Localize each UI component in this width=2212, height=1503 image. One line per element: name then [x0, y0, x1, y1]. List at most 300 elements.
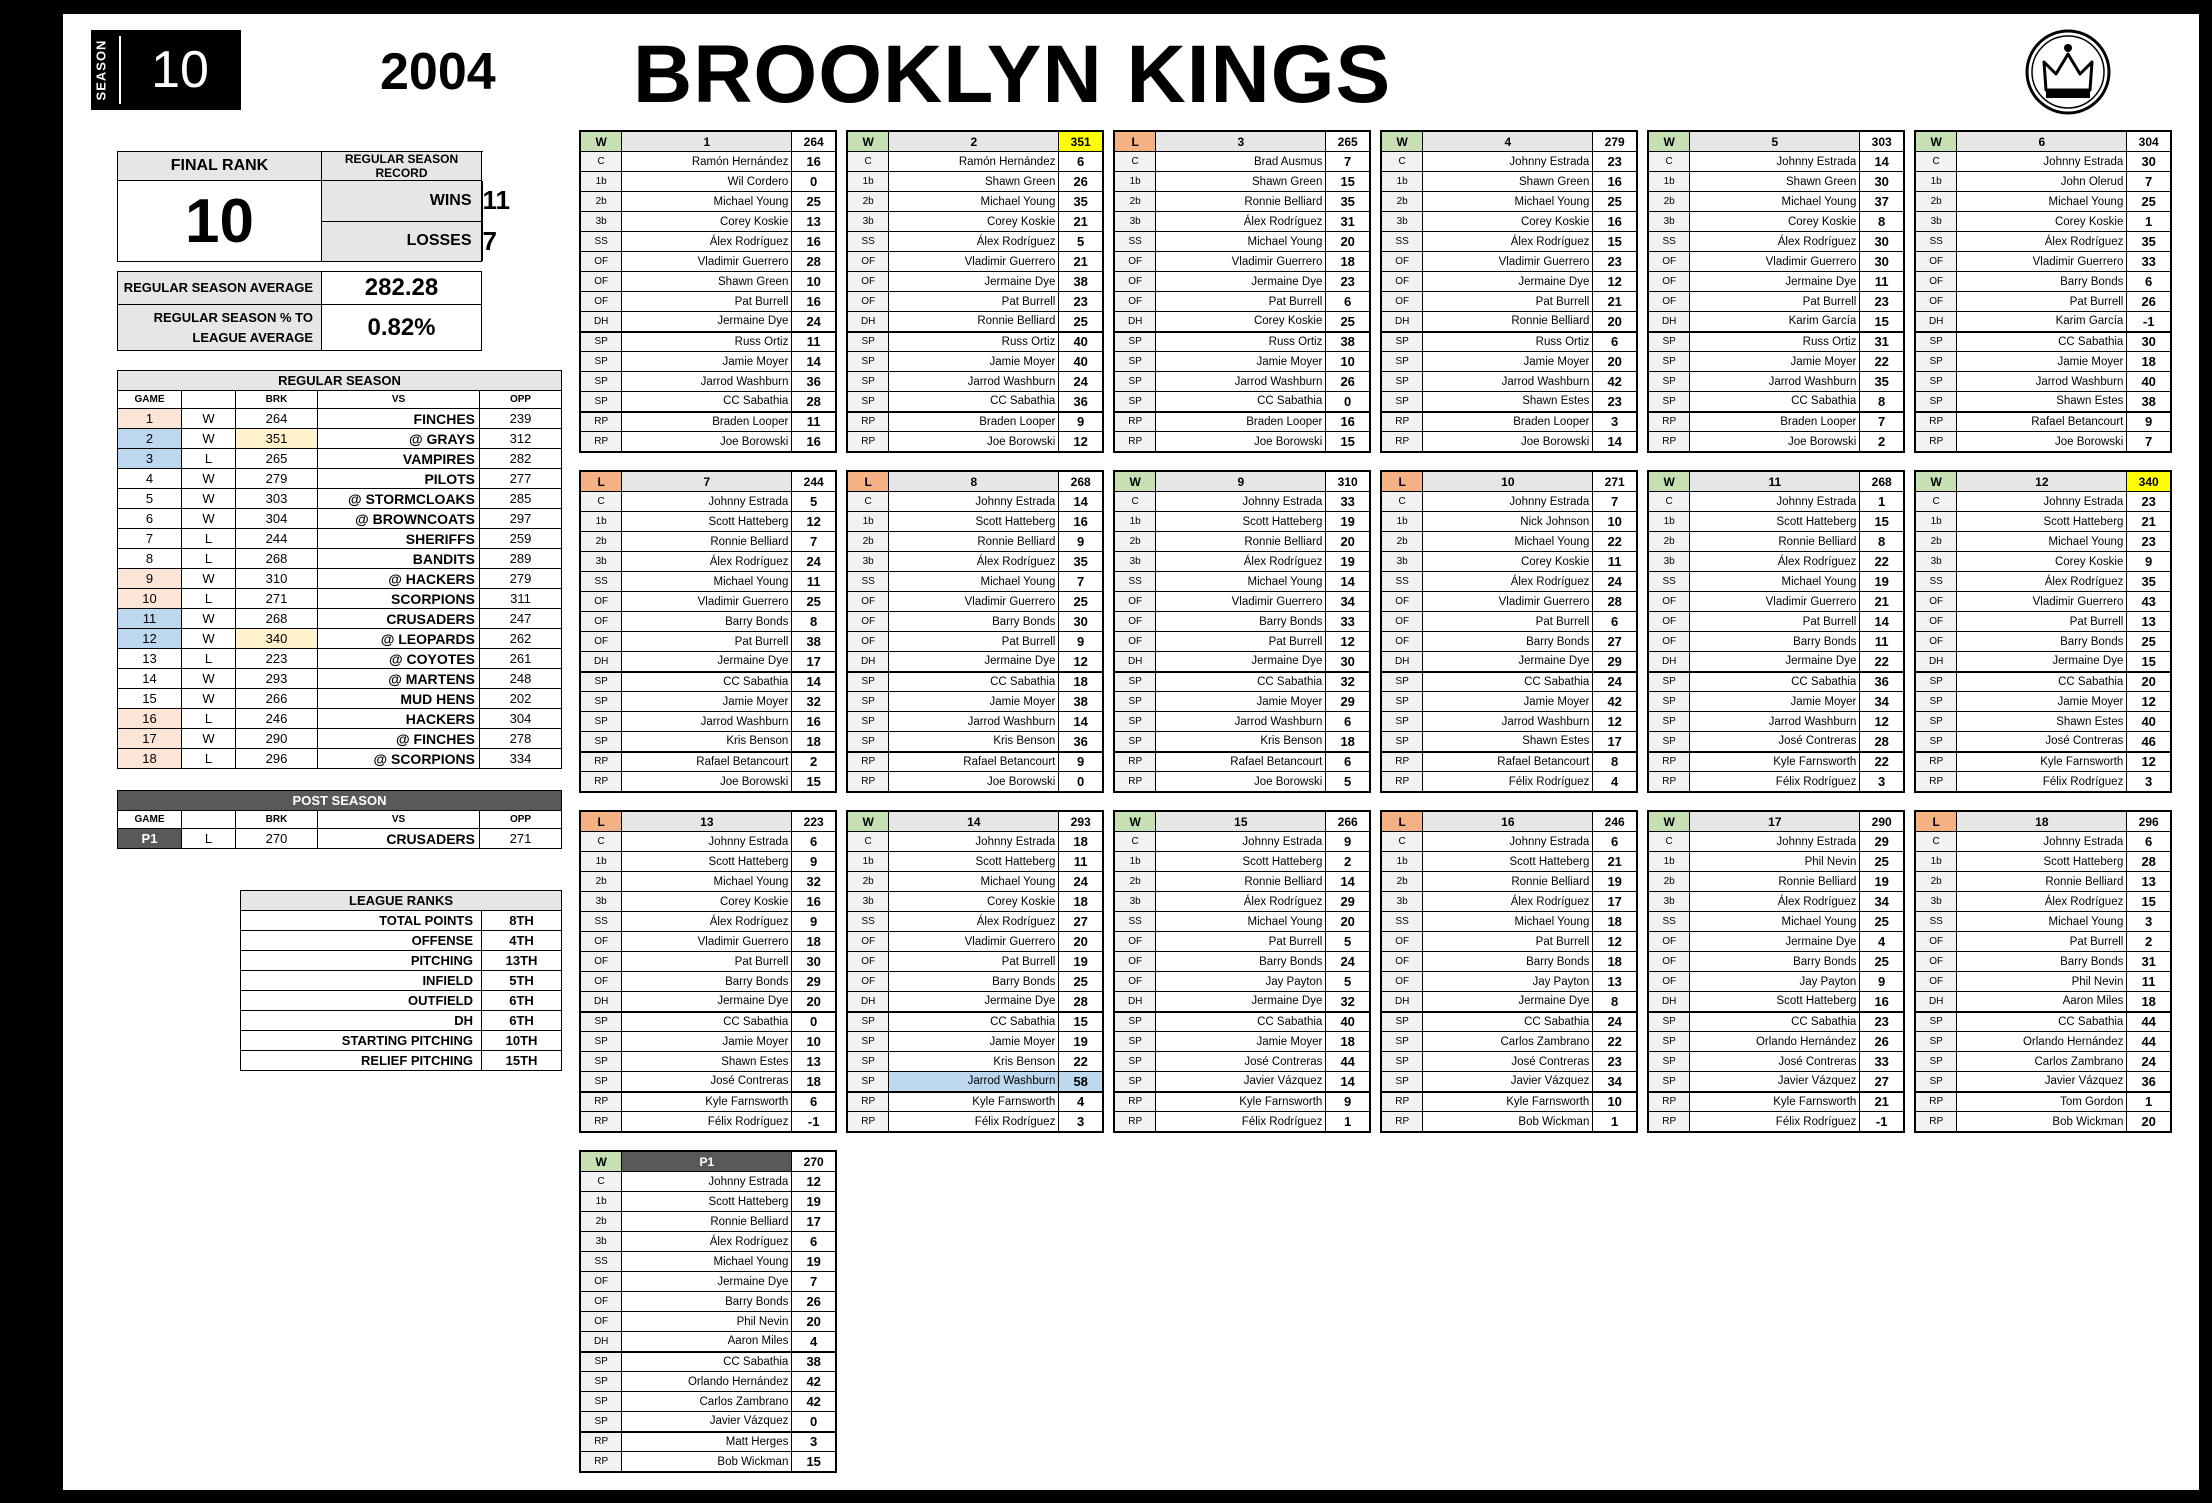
player-row — [1649, 392, 1904, 412]
player-row — [1115, 392, 1370, 412]
player-points: 19 — [792, 1252, 836, 1272]
player-row — [1115, 952, 1370, 972]
game-box-2 — [846, 130, 1104, 453]
game-total: 270 — [792, 1152, 836, 1172]
game-header — [1382, 132, 1637, 152]
player-name: Javier Vázquez — [1423, 1072, 1593, 1092]
position-label: SP — [848, 332, 889, 352]
game-result: W — [182, 629, 236, 649]
position-label: C — [1115, 152, 1156, 172]
player-name: Kyle Farnsworth — [622, 1092, 792, 1112]
player-name: Pat Burrell — [889, 952, 1059, 972]
player-points: 9 — [1059, 632, 1103, 652]
game-total: 310 — [1326, 472, 1370, 492]
game-number: P1 — [118, 829, 182, 849]
player-points: 34 — [1860, 692, 1904, 712]
position-label: SP — [1115, 1012, 1156, 1032]
brk-score: 303 — [236, 489, 318, 509]
player-name: Álex Rodríguez — [622, 232, 792, 252]
player-row — [581, 272, 836, 292]
position-label: SP — [581, 712, 622, 732]
player-name: Jermaine Dye — [889, 652, 1059, 672]
position-label: RP — [581, 772, 622, 792]
table-row — [241, 911, 562, 931]
position-label: OF — [581, 292, 622, 312]
table-row — [118, 749, 562, 769]
player-row — [848, 832, 1103, 852]
position-label: RP — [581, 1432, 622, 1452]
player-name: Jamie Moyer — [1423, 352, 1593, 372]
player-name: Michael Young — [1690, 572, 1860, 592]
table-row — [118, 589, 562, 609]
player-points: 35 — [1326, 192, 1370, 212]
player-points: 44 — [2127, 1012, 2171, 1032]
player-name: Tom Gordon — [1957, 1092, 2127, 1112]
player-row — [848, 332, 1103, 352]
player-points: -1 — [2127, 312, 2171, 332]
position-label: OF — [1649, 932, 1690, 952]
player-name: Ronnie Belliard — [622, 532, 792, 552]
player-name: Jermaine Dye — [889, 272, 1059, 292]
player-points: 30 — [1860, 232, 1904, 252]
player-name: José Contreras — [1957, 732, 2127, 752]
player-points: 7 — [1593, 492, 1637, 512]
player-name: Jarrod Washburn — [622, 712, 792, 732]
position-label: DH — [1115, 652, 1156, 672]
position-label: 1b — [1649, 172, 1690, 192]
player-row — [1916, 312, 2171, 332]
game-number: 13 — [118, 649, 182, 669]
player-points: 38 — [1059, 272, 1103, 292]
player-points: 23 — [2127, 492, 2171, 512]
opp-score: 289 — [480, 549, 562, 569]
position-label: OF — [581, 252, 622, 272]
game-result-badge: L — [581, 472, 622, 492]
player-row — [581, 732, 836, 752]
position-label: SP — [848, 1052, 889, 1072]
player-points: 6 — [1326, 752, 1370, 772]
player-points: 6 — [1326, 712, 1370, 732]
player-row — [848, 652, 1103, 672]
player-row — [581, 692, 836, 712]
player-name: José Contreras — [622, 1072, 792, 1092]
player-points: 36 — [2127, 1072, 2171, 1092]
position-label: C — [581, 492, 622, 512]
table-row — [118, 669, 562, 689]
player-row — [581, 412, 836, 432]
player-name: Jermaine Dye — [622, 1272, 792, 1292]
player-row — [1382, 732, 1637, 752]
player-row — [848, 852, 1103, 872]
player-row — [1649, 232, 1904, 252]
player-name: CC Sabathia — [1957, 1012, 2127, 1032]
position-label: OF — [1916, 932, 1957, 952]
player-points: 8 — [1593, 992, 1637, 1012]
position-label: SP — [1382, 672, 1423, 692]
player-points: 24 — [1059, 372, 1103, 392]
player-name: Joe Borowski — [889, 432, 1059, 452]
player-points: 15 — [792, 1452, 836, 1472]
position-label: RP — [1115, 432, 1156, 452]
position-label: OF — [1916, 972, 1957, 992]
brk-score: 351 — [236, 429, 318, 449]
player-row — [1649, 332, 1904, 352]
table-row — [118, 409, 562, 429]
position-label: SP — [848, 672, 889, 692]
player-points: 25 — [792, 592, 836, 612]
player-points: 32 — [1326, 672, 1370, 692]
player-name: Barry Bonds — [1957, 952, 2127, 972]
player-points: 40 — [2127, 712, 2171, 732]
position-label: SS — [848, 912, 889, 932]
league-ranks-title: LEAGUE RANKS — [241, 891, 562, 911]
player-name: Bob Wickman — [1957, 1112, 2127, 1132]
game-result-badge: W — [848, 132, 889, 152]
position-label: OF — [1115, 632, 1156, 652]
player-name: Barry Bonds — [1957, 632, 2127, 652]
table-row — [241, 1011, 562, 1031]
brk-score: 310 — [236, 569, 318, 589]
position-label: DH — [848, 312, 889, 332]
player-row — [581, 312, 836, 332]
player-row — [848, 432, 1103, 452]
game-total: 268 — [1059, 472, 1103, 492]
game-box-14 — [846, 810, 1104, 1133]
position-label: DH — [1649, 652, 1690, 672]
player-row — [1649, 692, 1904, 712]
brk-score: 296 — [236, 749, 318, 769]
player-name: Barry Bonds — [889, 612, 1059, 632]
position-label: OF — [1916, 272, 1957, 292]
position-label: OF — [848, 272, 889, 292]
player-name: Rafael Betancourt — [1957, 412, 2127, 432]
player-name: Braden Looper — [1156, 412, 1326, 432]
opponent-name: @ SCORPIONS — [318, 749, 480, 769]
position-label: SS — [1115, 232, 1156, 252]
player-row — [1649, 1012, 1904, 1032]
position-label: SP — [1916, 1072, 1957, 1092]
player-row — [1115, 272, 1370, 292]
player-points: 19 — [1326, 552, 1370, 572]
player-points: 16 — [1593, 212, 1637, 232]
player-points: 12 — [2127, 752, 2171, 772]
player-name: Johnny Estrada — [1423, 832, 1593, 852]
player-points: 23 — [1860, 1012, 1904, 1032]
brk-score: 270 — [236, 829, 318, 849]
player-name: Jarrod Washburn — [889, 1072, 1059, 1092]
position-label: 2b — [1916, 192, 1957, 212]
player-row — [1649, 192, 1904, 212]
position-label: DH — [581, 1332, 622, 1352]
player-name: Joe Borowski — [1957, 432, 2127, 452]
player-name: Joe Borowski — [1423, 432, 1593, 452]
player-points: 14 — [792, 352, 836, 372]
player-row — [1916, 492, 2171, 512]
player-row — [1115, 152, 1370, 172]
player-points: 30 — [1860, 252, 1904, 272]
player-name: Vladimir Guerrero — [889, 592, 1059, 612]
player-row — [848, 692, 1103, 712]
position-label: DH — [1382, 992, 1423, 1012]
player-points: 26 — [1326, 372, 1370, 392]
player-row — [1916, 872, 2171, 892]
position-label: OF — [848, 932, 889, 952]
position-label: SS — [1382, 572, 1423, 592]
player-row — [1916, 232, 2171, 252]
player-name: Ramón Hernández — [889, 152, 1059, 172]
opponent-name: SCORPIONS — [318, 589, 480, 609]
player-row — [581, 332, 836, 352]
player-row — [1382, 572, 1637, 592]
player-points: 31 — [1860, 332, 1904, 352]
player-row — [1115, 212, 1370, 232]
position-label: RP — [848, 1112, 889, 1132]
player-row — [848, 732, 1103, 752]
game-number: 3 — [1156, 132, 1326, 152]
player-name: Johnny Estrada — [1423, 152, 1593, 172]
player-row — [1382, 192, 1637, 212]
position-label: OF — [1916, 292, 1957, 312]
player-name: Jermaine Dye — [1423, 992, 1593, 1012]
game-number: 11 — [1690, 472, 1860, 492]
opp-score: 248 — [480, 669, 562, 689]
player-points: 0 — [792, 1012, 836, 1032]
position-label: 1b — [581, 172, 622, 192]
player-row — [1916, 832, 2171, 852]
game-result-badge: W — [1115, 472, 1156, 492]
player-row — [1115, 352, 1370, 372]
position-label: SP — [1649, 1072, 1690, 1092]
position-label: C — [581, 152, 622, 172]
player-row — [848, 532, 1103, 552]
player-name: Michael Young — [622, 572, 792, 592]
player-points: 42 — [792, 1392, 836, 1412]
player-name: Jamie Moyer — [622, 352, 792, 372]
game-header — [848, 472, 1103, 492]
player-points: 20 — [1593, 352, 1637, 372]
player-name: Michael Young — [1156, 572, 1326, 592]
player-name: Johnny Estrada — [622, 492, 792, 512]
player-name: Pat Burrell — [1156, 292, 1326, 312]
game-number: 17 — [118, 729, 182, 749]
position-label: SP — [1115, 712, 1156, 732]
player-name: Álex Rodríguez — [1423, 892, 1593, 912]
player-points: 22 — [1860, 352, 1904, 372]
player-row — [1382, 952, 1637, 972]
game-number: 2 — [889, 132, 1059, 152]
position-label: SP — [1382, 352, 1423, 372]
position-label: SP — [1649, 392, 1690, 412]
player-name: Barry Bonds — [1423, 632, 1593, 652]
position-label: OF — [848, 292, 889, 312]
game-result: L — [182, 549, 236, 569]
player-points: 34 — [1593, 1072, 1637, 1092]
post-season-table — [117, 790, 562, 849]
position-label: 2b — [848, 872, 889, 892]
position-label: 2b — [848, 192, 889, 212]
player-points: 13 — [1593, 972, 1637, 992]
position-label: OF — [1649, 632, 1690, 652]
game-number: 6 — [1957, 132, 2127, 152]
game-result-badge: L — [581, 812, 622, 832]
player-points: 2 — [792, 752, 836, 772]
player-name: Álex Rodríguez — [889, 232, 1059, 252]
player-name: Johnny Estrada — [889, 492, 1059, 512]
player-name: Vladimir Guerrero — [1690, 252, 1860, 272]
player-points: 11 — [1593, 552, 1637, 572]
player-name: Michael Young — [1957, 912, 2127, 932]
position-label: DH — [848, 992, 889, 1012]
player-name: Scott Hatteberg — [622, 1192, 792, 1212]
player-row — [581, 972, 836, 992]
position-label: SP — [1115, 692, 1156, 712]
table-row — [118, 469, 562, 489]
position-label: DH — [1115, 992, 1156, 1012]
player-row — [1382, 1092, 1637, 1112]
game-box-13 — [579, 810, 837, 1133]
position-label: OF — [581, 632, 622, 652]
player-row — [1649, 1072, 1904, 1092]
player-name: CC Sabathia — [622, 392, 792, 412]
game-total: 268 — [1860, 472, 1904, 492]
position-label: C — [848, 832, 889, 852]
player-points: 44 — [2127, 1032, 2171, 1052]
player-row — [1382, 772, 1637, 792]
player-row — [581, 592, 836, 612]
brk-score: 290 — [236, 729, 318, 749]
player-name: Pat Burrell — [1423, 932, 1593, 952]
opp-score: 334 — [480, 749, 562, 769]
game-result-badge: L — [1115, 132, 1156, 152]
player-points: 27 — [1860, 1072, 1904, 1092]
player-points: 13 — [792, 1052, 836, 1072]
player-row — [1382, 1072, 1637, 1092]
player-points: 31 — [1326, 212, 1370, 232]
player-row — [848, 972, 1103, 992]
player-name: Ronnie Belliard — [1423, 872, 1593, 892]
player-name: Johnny Estrada — [1957, 832, 2127, 852]
game-result-badge: L — [1916, 812, 1957, 832]
game-number: 16 — [1423, 812, 1593, 832]
position-label: 3b — [1916, 552, 1957, 572]
player-row — [1382, 172, 1637, 192]
player-row — [848, 272, 1103, 292]
player-row — [1115, 312, 1370, 332]
player-name: Michael Young — [889, 192, 1059, 212]
player-points: 3 — [2127, 912, 2171, 932]
player-row — [581, 1112, 836, 1132]
player-points: 6 — [792, 1092, 836, 1112]
player-row — [848, 252, 1103, 272]
position-label: SP — [848, 712, 889, 732]
rank-value: 15TH — [482, 1051, 562, 1071]
position-label: SP — [581, 1412, 622, 1432]
player-points: 11 — [1860, 272, 1904, 292]
game-result: W — [182, 469, 236, 489]
player-row — [1916, 392, 2171, 412]
position-label: SS — [1115, 912, 1156, 932]
position-label: 1b — [1916, 512, 1957, 532]
game-number: 9 — [118, 569, 182, 589]
player-row — [848, 612, 1103, 632]
player-points: 23 — [1326, 272, 1370, 292]
position-label: SS — [581, 1252, 622, 1272]
player-name: Álex Rodríguez — [889, 912, 1059, 932]
position-label: SP — [1649, 692, 1690, 712]
player-name: Pat Burrell — [889, 632, 1059, 652]
player-name: Johnny Estrada — [1156, 832, 1326, 852]
player-name: Johnny Estrada — [1690, 492, 1860, 512]
player-points: 28 — [1593, 592, 1637, 612]
table-row — [241, 1031, 562, 1051]
player-name: Pat Burrell — [1423, 612, 1593, 632]
game-header — [581, 1152, 836, 1172]
player-points: 12 — [1593, 272, 1637, 292]
player-name: Joe Borowski — [1690, 432, 1860, 452]
position-label: RP — [1649, 772, 1690, 792]
player-row — [1382, 752, 1637, 772]
player-points: 17 — [792, 1212, 836, 1232]
player-row — [1382, 672, 1637, 692]
player-points: 13 — [2127, 612, 2171, 632]
player-points: 0 — [1326, 392, 1370, 412]
player-points: 22 — [1593, 532, 1637, 552]
player-row — [1916, 192, 2171, 212]
game-total: 293 — [1059, 812, 1103, 832]
player-points: 38 — [792, 1352, 836, 1372]
player-points: 26 — [792, 1292, 836, 1312]
player-points: 29 — [1593, 652, 1637, 672]
player-row — [581, 632, 836, 652]
position-label: SP — [1115, 672, 1156, 692]
player-row — [1115, 692, 1370, 712]
player-row — [1382, 212, 1637, 232]
rank-value: 6TH — [482, 991, 562, 1011]
player-points: 8 — [792, 612, 836, 632]
player-row — [1382, 312, 1637, 332]
rank-value: 13TH — [482, 951, 562, 971]
player-points: 19 — [1860, 572, 1904, 592]
position-label: RP — [848, 772, 889, 792]
position-label: 1b — [1382, 852, 1423, 872]
player-name: Ronnie Belliard — [889, 532, 1059, 552]
player-name: Javier Vázquez — [1690, 1072, 1860, 1092]
position-label: C — [581, 832, 622, 852]
player-row — [1649, 872, 1904, 892]
opp-score: 282 — [480, 449, 562, 469]
league-ranks-table — [240, 890, 562, 1071]
opp-score: 271 — [480, 829, 562, 849]
player-name: Kyle Farnsworth — [889, 1092, 1059, 1112]
position-label: RP — [1382, 412, 1423, 432]
position-label: OF — [581, 932, 622, 952]
player-name: Pat Burrell — [1690, 292, 1860, 312]
player-points: 18 — [792, 1072, 836, 1092]
player-name: Barry Bonds — [622, 612, 792, 632]
position-label: RP — [848, 1092, 889, 1112]
opponent-name: PILOTS — [318, 469, 480, 489]
position-label: OF — [1115, 972, 1156, 992]
game-total: 303 — [1860, 132, 1904, 152]
player-points: 4 — [1593, 772, 1637, 792]
regular-season-title: REGULAR SEASON — [118, 371, 562, 391]
game-result-badge: W — [1115, 812, 1156, 832]
player-name: John Olerud — [1957, 172, 2127, 192]
player-name: Rafael Betancourt — [1423, 752, 1593, 772]
player-row — [1916, 532, 2171, 552]
position-label: SP — [581, 1372, 622, 1392]
player-name: Scott Hatteberg — [622, 512, 792, 532]
